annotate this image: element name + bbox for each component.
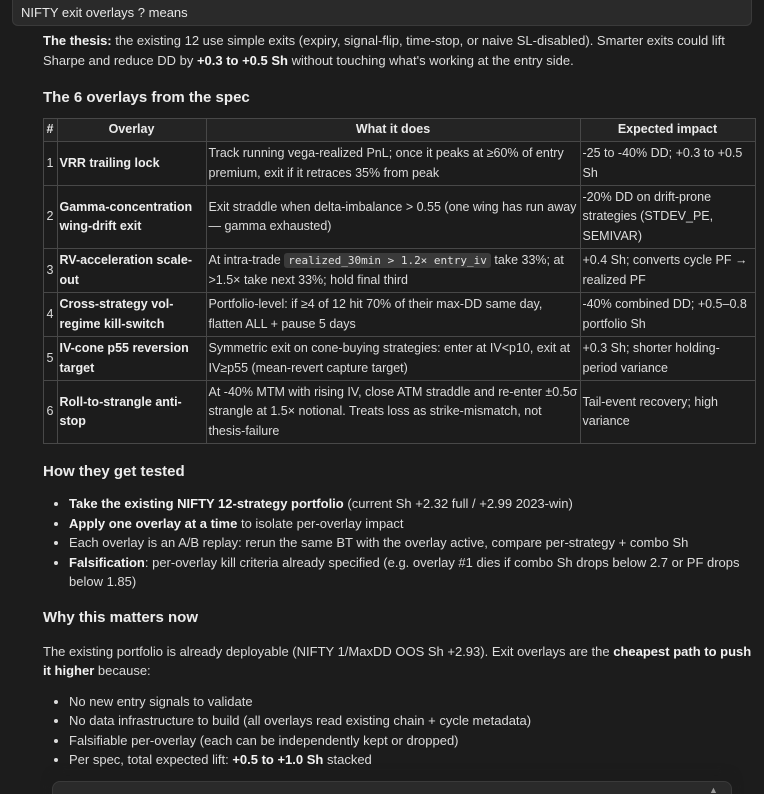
thesis-sharpe-lift: +0.3 to +0.5 Sh xyxy=(196,52,288,68)
overlay-impact: +0.4 Sh; converts cycle PF → realized PF xyxy=(580,249,755,293)
list-item: • No data infrastructure to build (all overlays read existing chain + cycle metadata) xyxy=(69,711,755,731)
overlays-table xyxy=(43,118,756,444)
list-item-strong: Falsification xyxy=(69,554,145,570)
matters-list xyxy=(43,692,755,770)
matters-strong: cheapest path to push it higher xyxy=(43,643,752,678)
message-composer[interactable] xyxy=(52,781,732,794)
list-item-strong: Take the existing NIFTY 12-strategy portfolio xyxy=(69,496,344,511)
table-row xyxy=(43,337,755,381)
overlays-heading: The 6 overlays from the spec xyxy=(43,89,250,106)
list-item-text: : per-overlay kill criteria already specified (e.g. overlay #1 dies if combo Sh drops below 2.7 or PF drops below 1.85) xyxy=(69,554,740,589)
thesis-paragraph xyxy=(43,31,755,70)
matters-paragraph xyxy=(43,642,755,681)
overlay-impact: -40% combined DD; +0.5–0.8 portfolio Sh xyxy=(580,293,755,337)
assistant-response xyxy=(43,31,755,770)
overlay-name: Gamma-concentration wing-drift exit xyxy=(57,186,206,249)
user-query-text: NIFTY exit overlays ? means xyxy=(21,5,188,20)
list-item-text: to isolate per-overlay impact xyxy=(237,515,404,531)
overlay-description: Portfolio-level: if ≥4 of 12 hit 70% of their max-DD same day, flatten ALL + pause 5 days xyxy=(206,293,580,337)
user-query-bar[interactable] xyxy=(12,0,752,26)
row-number: 2 xyxy=(43,186,57,249)
row-number: 6 xyxy=(43,381,57,444)
list-item-text: (current Sh +2.32 full / +2.99 2023-win) xyxy=(343,496,573,511)
table-row xyxy=(43,381,755,444)
overlay-description xyxy=(206,249,580,293)
overlay-description: Symmetric exit on cone-buying strategies: enter at IV<p10, exit at IV≥p55 (mean-revert capture target) xyxy=(206,337,580,381)
matters-text-end: because: xyxy=(94,663,151,678)
col-header-what: What it does xyxy=(206,119,580,142)
overlay-name: RV-acceleration scale-out xyxy=(57,249,206,293)
list-item: • No new entry signals to validate xyxy=(69,692,755,712)
matters-text: The existing portfolio is already deployable (NIFTY 1/MaxDD OOS Sh +2.93). Exit overlays are the xyxy=(43,643,614,659)
overlay-name: IV-cone p55 reversion target xyxy=(57,337,206,381)
overlay-impact: Tail-event recovery; high variance xyxy=(580,381,755,444)
list-item-text: Per spec, total expected lift: xyxy=(69,752,233,767)
thesis-lead: The thesis: xyxy=(43,33,112,48)
row-number: 1 xyxy=(43,142,57,186)
inline-code: realized_30min > 1.2× entry_iv xyxy=(284,253,491,268)
overlay-name: Cross-strategy vol-regime kill-switch xyxy=(57,293,206,337)
overlay-impact: -20% DD on drift-prone strategies (STDEV_PE, SEMIVAR) xyxy=(580,186,755,249)
overlay-name: Roll-to-strangle anti-stop xyxy=(57,381,206,444)
overlay-impact: -25 to -40% DD; +0.3 to +0.5 Sh xyxy=(580,142,755,186)
list-item xyxy=(69,494,755,514)
matters-heading: Why this matters now xyxy=(43,608,199,626)
list-item-strong: Apply one overlay at a time xyxy=(69,515,238,531)
caret-up-icon[interactable]: ▲ xyxy=(709,785,718,794)
row-number: 4 xyxy=(43,293,57,337)
list-item: • Falsifiable per-overlay (each can be independently kept or dropped) xyxy=(69,731,755,751)
col-header-overlay: Overlay xyxy=(57,119,206,142)
table-row xyxy=(43,249,755,293)
table-header-row xyxy=(43,119,755,142)
list-item xyxy=(69,553,755,592)
list-item xyxy=(69,514,755,534)
list-item xyxy=(69,533,755,553)
thesis-text-end: without touching what's working at the entry side. xyxy=(287,52,574,68)
description-pre: At intra-trade xyxy=(208,253,285,267)
overlay-description: At -40% MTM with rising IV, close ATM straddle and re-enter ±0.5σ strangle at 1.5× notional. Treats loss as strike-mismatch, not thesis-failure xyxy=(206,381,580,444)
row-number: 3 xyxy=(43,249,57,293)
overlay-name: VRR trailing lock xyxy=(57,142,206,186)
overlay-description: Exit straddle when delta-imbalance > 0.55 (one wing has run away — gamma exhausted) xyxy=(206,186,580,249)
thesis-text: the existing 12 use simple exits (expiry, signal-flip, time-stop, or naive SL-disabled). Smarter exits could lift Sharpe and reduce DD by xyxy=(43,33,725,68)
tested-list xyxy=(43,494,755,592)
col-header-number: # xyxy=(43,119,57,142)
table-row xyxy=(43,186,755,249)
list-item-text-end: stacked xyxy=(323,752,372,767)
col-header-impact: Expected impact xyxy=(580,119,755,142)
tested-heading: How they get tested xyxy=(43,463,185,480)
overlay-description: Track running vega-realized PnL; once it peaks at ≥60% of entry premium, exit if it retraces 35% from peak xyxy=(206,142,580,186)
description-post: take 33%; at >1.5× take next 33%; hold final third xyxy=(208,253,564,287)
list-item xyxy=(69,750,755,770)
table-row xyxy=(43,293,755,337)
row-number: 5 xyxy=(43,337,57,381)
overlay-impact: +0.3 Sh; shorter holding-period variance xyxy=(580,337,755,381)
table-row xyxy=(43,142,755,186)
list-item-text: Each overlay is an A/B replay: rerun the same BT with the overlay active, compare per-strategy + combo Sh xyxy=(69,535,689,550)
list-item-strong: +0.5 to +1.0 Sh xyxy=(232,752,324,767)
